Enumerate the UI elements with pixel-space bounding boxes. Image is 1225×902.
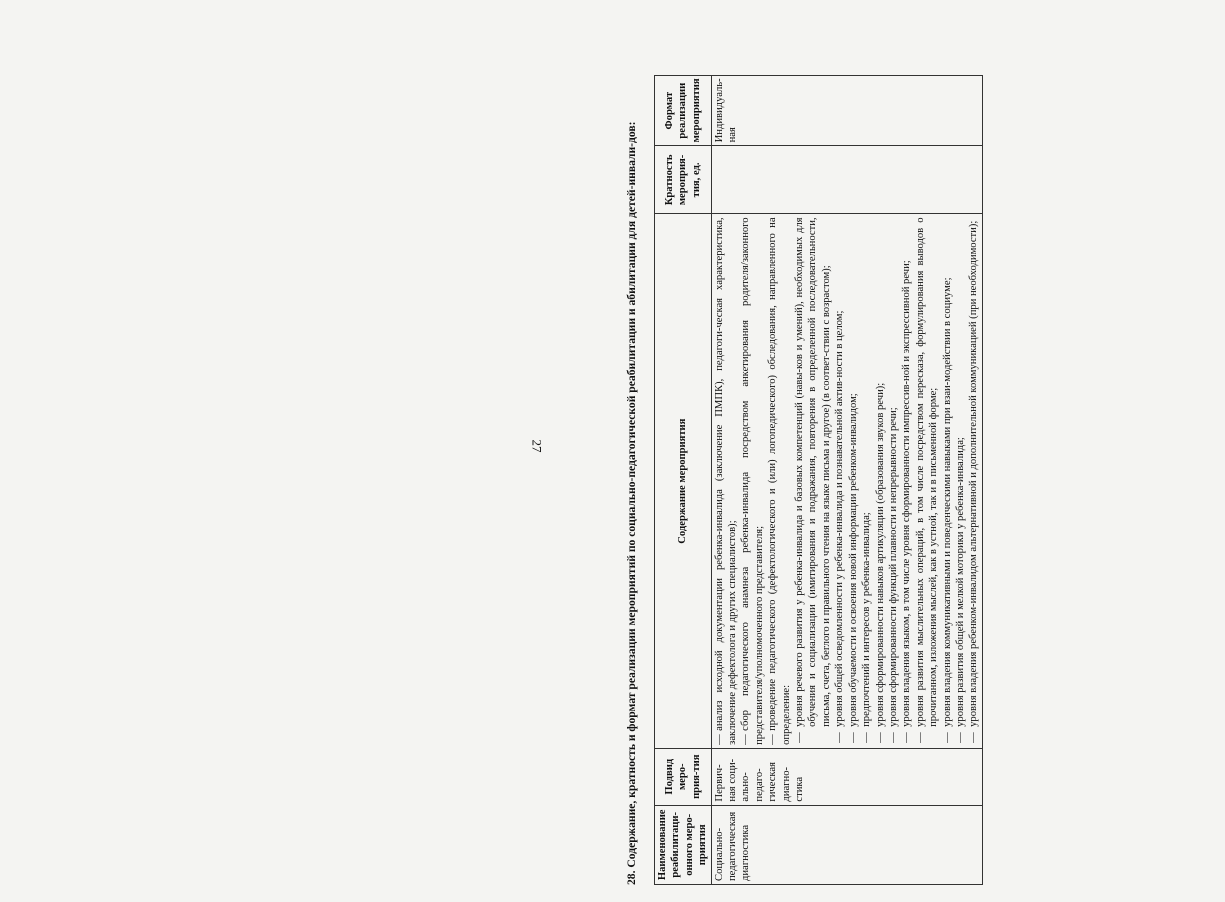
cell-name: Социально-педагогическая диагностика: [711, 805, 982, 884]
list-item: — уровня владения коммуникативными и поведенческими навыками при взаи-модействии в социуме;: [941, 217, 954, 744]
cell-multiplicity: [711, 146, 982, 214]
list-item: — уровня обучаемости и освоения новой информации ребенком-инвалидом;: [847, 217, 860, 744]
header-content: Содержание мероприятия: [655, 214, 712, 748]
list-item: — уровня развития общей и мелкой моторики у ребенка-инвалида;: [954, 217, 967, 744]
header-format: Формат реализации мероприятия: [655, 76, 712, 146]
intro-line: анализ исходной документации ребенка-инвалида (заключение ПМПК), педагоги-ческая характеристика, заключение дефектолога и других специалистов);: [713, 217, 739, 745]
table-row: [711, 76, 982, 885]
list-item: — уровня сформированности функций плавности и непрерывности речи;: [887, 217, 900, 744]
list-item: — предпочтений и интересов у ребенка-инвалида;: [860, 217, 873, 744]
document-title: 28. Содержание, кратность и формат реализации мероприятий по социально-педагогической реабилитации и абилитации для детей-инвали-дов:: [625, 121, 638, 885]
assessment-list: [793, 217, 981, 744]
header-row: [655, 76, 712, 885]
list-item: — уровня развития мыслительных операций, в том числе посредством пересказа, формулирования выводов о прочитанном, изложения мыслей, как в устной, так и в письменной форме;: [914, 217, 941, 744]
header-name: Наименование реабилитаци-онного меро-приятия: [655, 805, 712, 884]
header-multiplicity: Кратность мероприя-тия, ед.: [655, 146, 712, 214]
list-item: — уровня речевого развития у ребенка-инвалида и базовых компетенций (навы-ков и умений), необходимых для обучения и социализации (имитирования и подражания, повторения в определенной последовательности, письма, счета, беглого и правильного чтения на языке письма и другое) (в соответ-ствии с возрастом);: [793, 217, 833, 744]
list-item: — уровня общей осведомленности у ребенка-инвалида и познавательной актив-ности в целом;: [833, 217, 846, 744]
intro-line: сбор педагогического анамнеза ребенка-инвалида посредством анкетирования родителя/законного представителя/уполномоченного представителя;: [740, 217, 765, 745]
header-subsection: Подвид меро-прия-тия: [655, 748, 712, 805]
cell-content: [711, 214, 982, 748]
list-item: — уровня владения языком, в том числе уровня сформированности импрессив-ной и экспрессивной речи;: [900, 217, 913, 744]
rotated-page: [625, 75, 1225, 885]
measures-table: [654, 75, 983, 885]
list-item: — уровня владения ребенком-инвалидом альтернативной и дополнительной коммуникацией (при необходимости);: [967, 217, 980, 744]
intro-paragraph: —анализ исходной документации ребенка-инвалида (заключение ПМПК), педагоги-ческая характеристика, заключение дефектолога и других специалистов); —сбор педагогического анамнеза ребенка-инвалида посредством анкетирования родителя/законного представителя/уполномоченного представителя; —проведение педагогического (дефектологического и (или) логопедического) обследования, направленного на определение:: [713, 217, 792, 745]
page-number: 27: [529, 439, 545, 453]
cell-format: Индивидуаль-ная: [711, 76, 982, 146]
cell-subsection: Первич-ная соци-ально-педаго-гическая диагно-стика: [711, 748, 982, 805]
list-item: — уровня сформированности навыков артикуляции (образования звуков речи);: [874, 217, 887, 744]
intro-line: проведение педагогического (дефектологического и (или) логопедического) обследования, направленного на определение:: [767, 217, 792, 745]
